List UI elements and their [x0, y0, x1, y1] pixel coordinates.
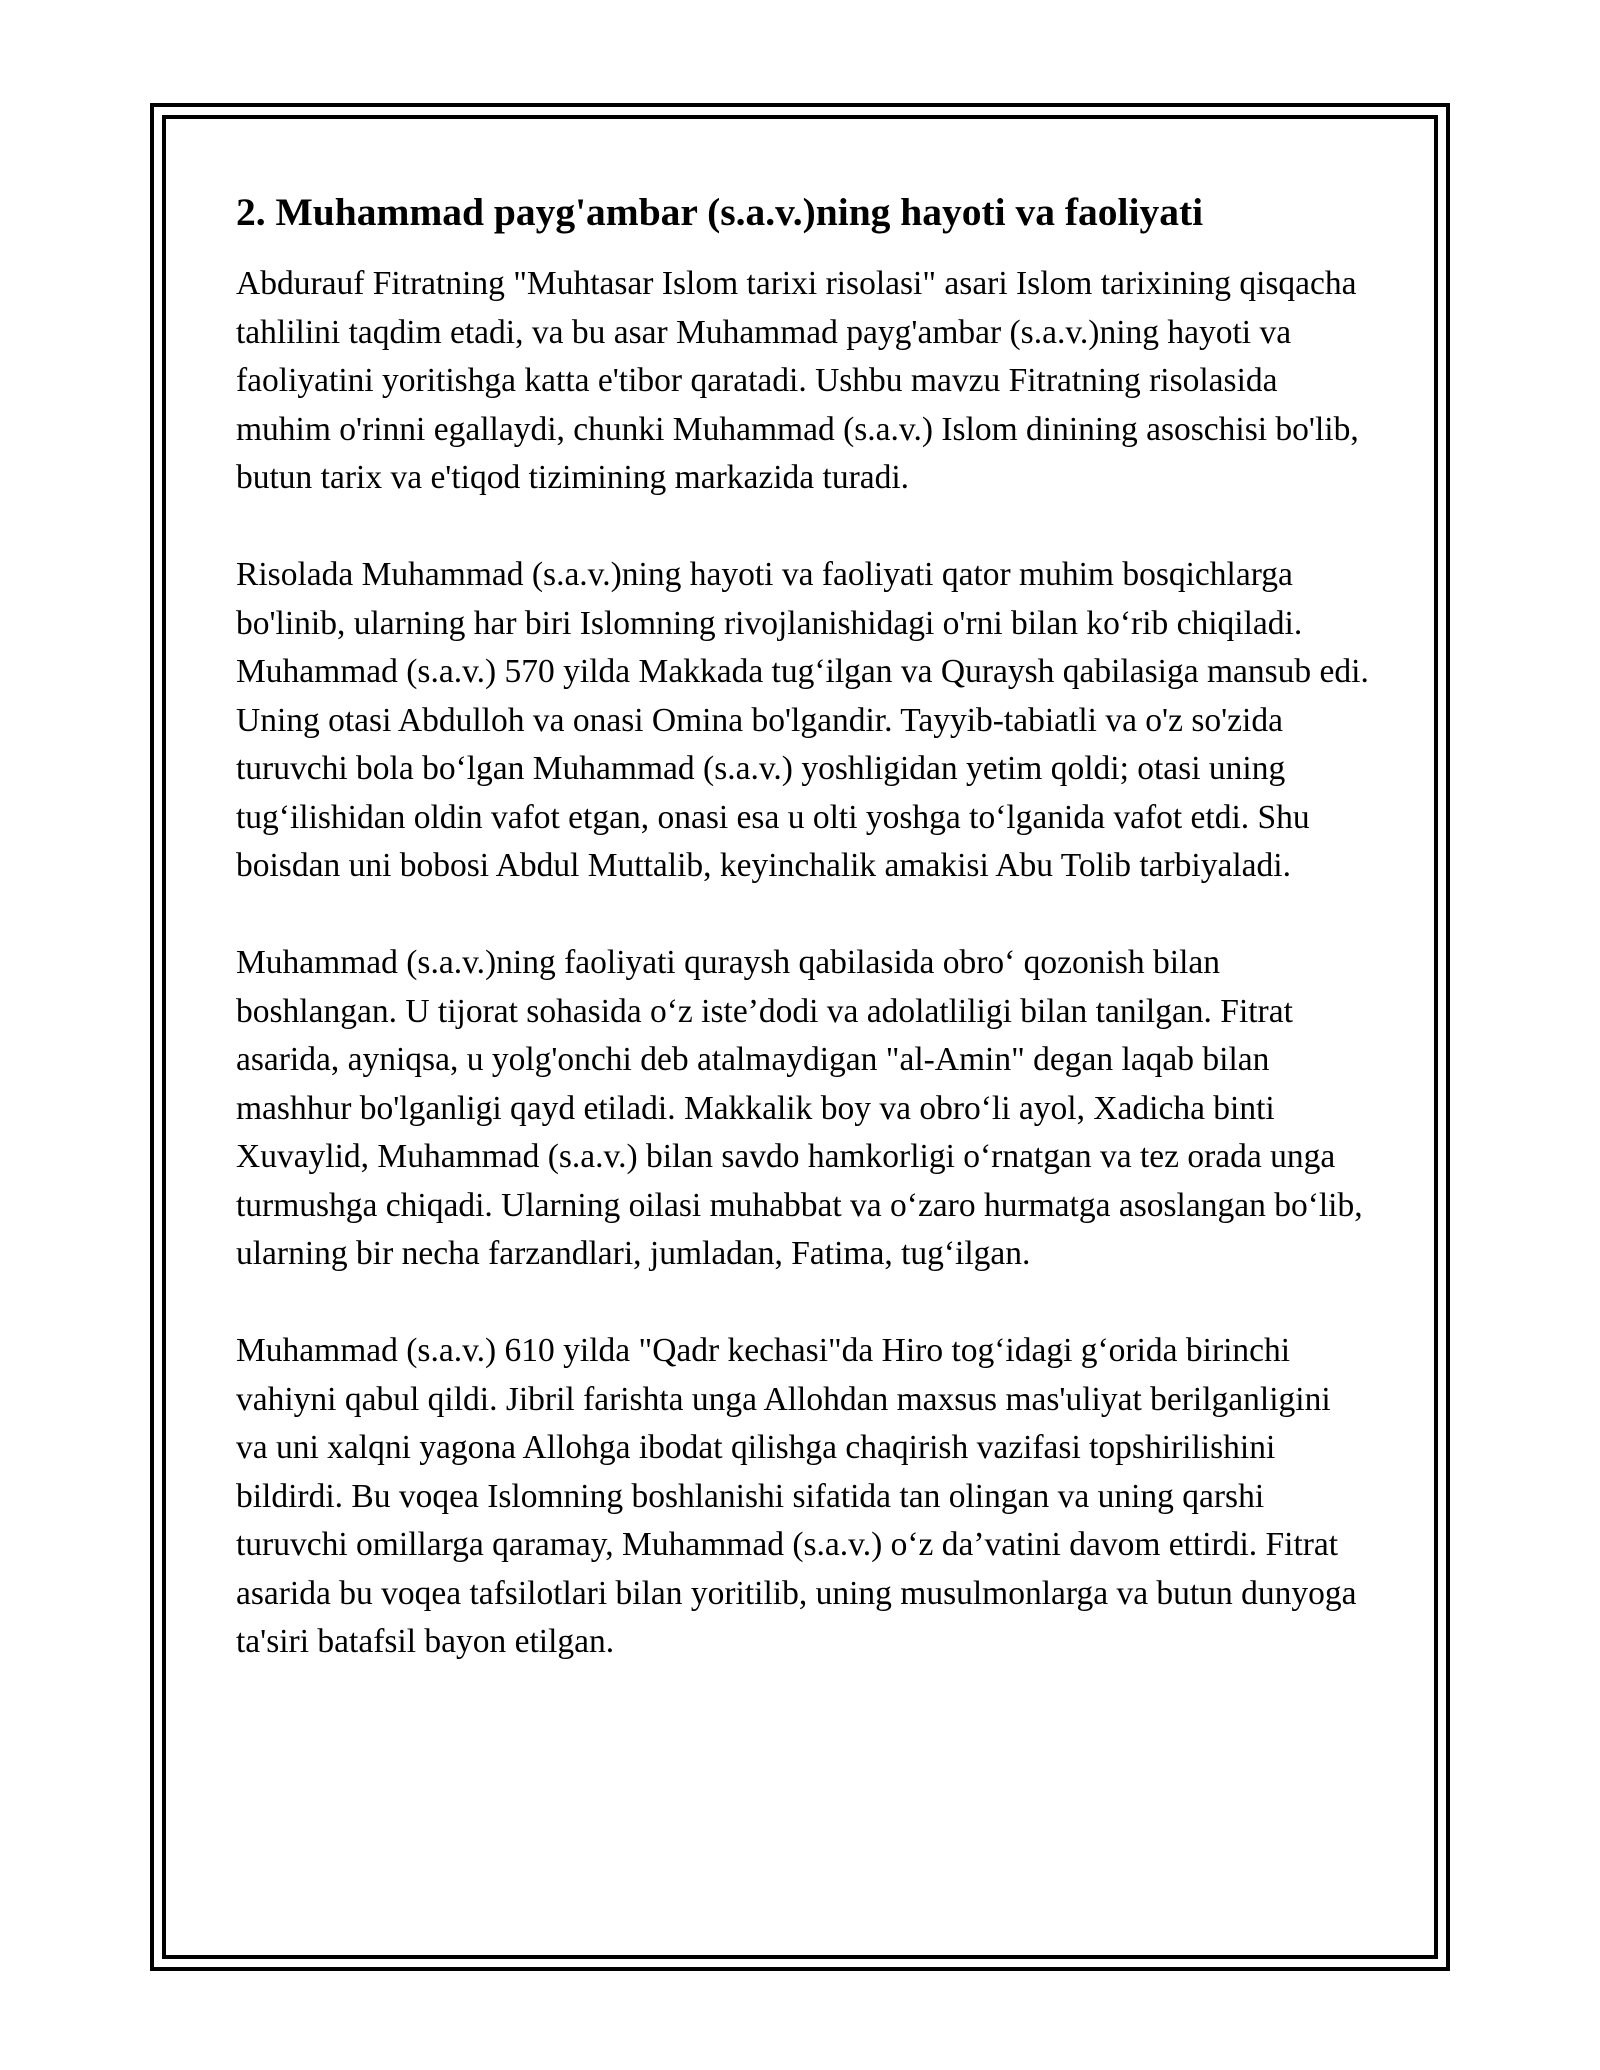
paragraph-2: Risolada Muhammad (s.a.v.)ning hayoti va faoliyati qator muhim bosqichlarga bo'linib, ularning har biri Islomning rivojlanishidagi o'rni bilan ko‘rib chiqiladi. Muhammad (s.a.v.) 570 yilda Makkada tug‘ilgan va Quraysh qabilasiga mansub edi. Uning otasi Abdulloh va onasi Omina bo'lgandir. Tayyib-tabiatli va o'z so'zida turuvchi bola bo‘lgan Muhammad (s.a.v.) yoshligidan yetim qoldi; otasi uning tug‘ilishidan oldin vafot etgan, onasi esa u olti yoshga to‘lganida vafot etdi. Shu boisdan uni bobosi Abdul Muttalib, keyinchalik amakisi Abu Tolib tarbiyaladi. [236, 556, 1369, 884]
section-title: 2. Muhammad payg'ambar (s.a.v.)ning hayoti va faoliyati [236, 190, 1204, 234]
paragraph-4: Muhammad (s.a.v.) 610 yilda "Qadr kechasi"da Hiro tog‘idagi g‘orida birinchi vahiyni qabul qildi. Jibril farishta unga Allohdan maxsus mas'uliyat berilganligini va uni xalqni yagona Allohga ibodat qilishga chaqirish vazifasi topshirilishini bildirdi. Bu voqea Islomning boshlanishi sifatida tan olingan va uning qarshi turuvchi omillarga qaramay, Muhammad (s.a.v.) o‘z da’vatini davom ettirdi. Fitrat asarida bu voqea tafsilotlari bilan yoritilib, uning musulmonlarga va butun dunyoga ta'siri batafsil bayon etilgan. [236, 1332, 1357, 1660]
document-body [236, 186, 1370, 1667]
paragraph-1: Abdurauf Fitratning "Muhtasar Islom tarixi risolasi" asari Islom tarixining qisqacha tahlilini taqdim etadi, va bu asar Muhammad payg'ambar (s.a.v.)ning hayoti va faoliyatini yoritishga katta e'tibor qaratadi. Ushbu mavzu Fitratning risolasida muhim o'rinni egallaydi, chunki Muhammad (s.a.v.) Islom dinining asoschisi bo'lib, butun tarix va e'tiqod tizimining markazida turadi. [236, 265, 1359, 496]
paragraph-3: Muhammad (s.a.v.)ning faoliyati quraysh qabilasida obro‘ qozonish bilan boshlangan. U tijorat sohasida o‘z iste’dodi va adolatliligi bilan tanilgan. Fitrat asarida, ayniqsa, u yolg'onchi deb atalmaydigan "al-Amin" degan laqab bilan mashhur bo'lganligi qayd etiladi. Makkalik boy va obro‘li ayol, Xadicha binti Xuvaylid, Muhammad (s.a.v.) bilan savdo hamkorligi o‘rnatgan va tez orada unga turmushga chiqadi. Ularning oilasi muhabbat va o‘zaro hurmatga asoslangan bo‘lib, ularning bir necha farzandlari, jumladan, Fatima, tug‘ilgan. [236, 944, 1363, 1272]
